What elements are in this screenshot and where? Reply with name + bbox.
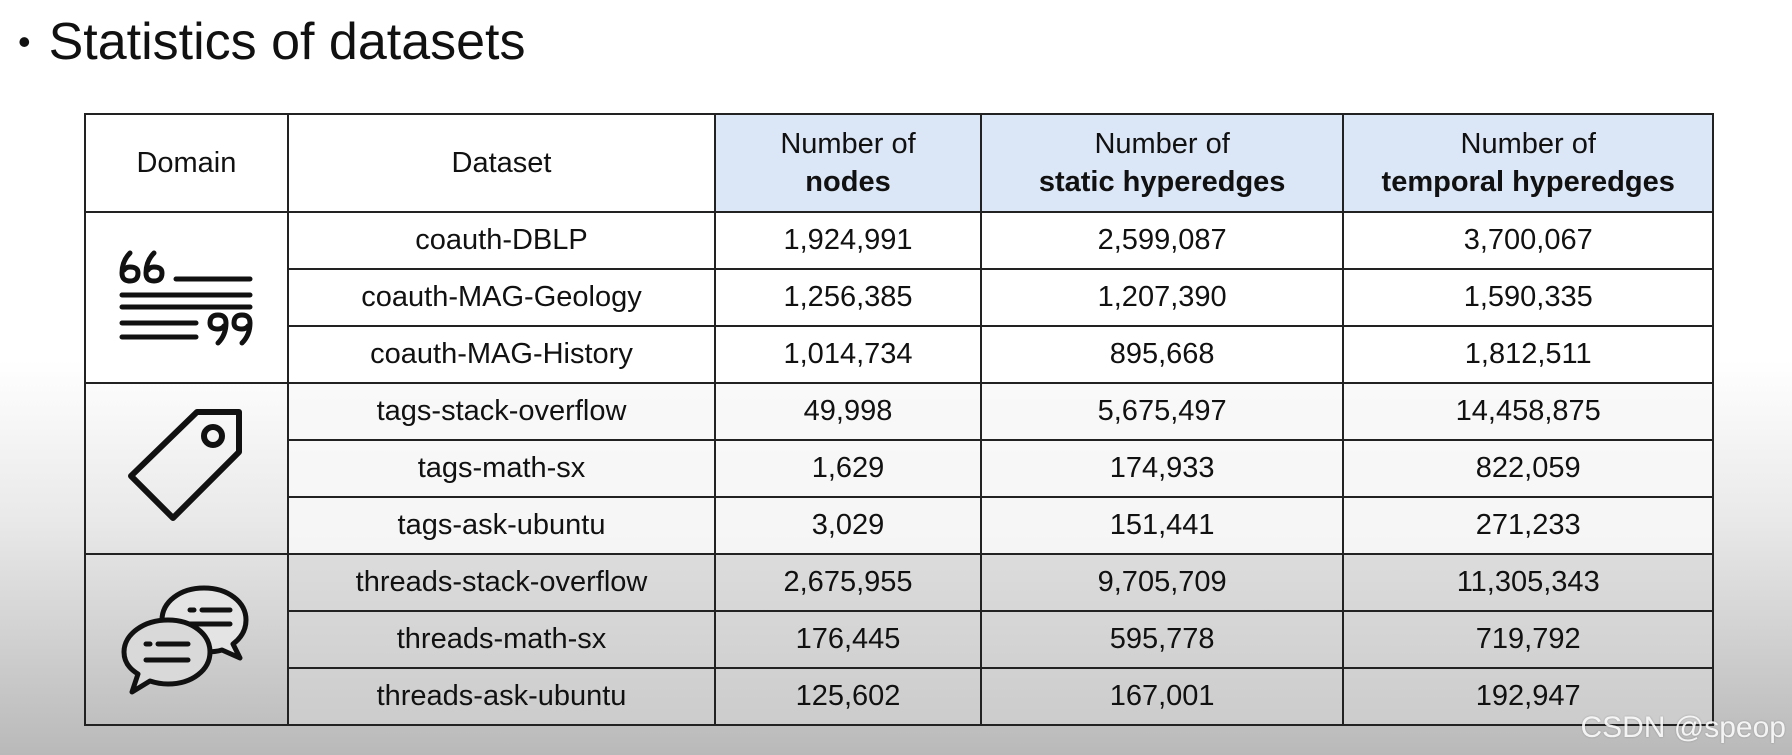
table-row bbox=[85, 554, 1713, 611]
header-static-line1: Number of bbox=[1094, 128, 1230, 160]
table-row bbox=[85, 269, 1713, 326]
nodes-value: 176,445 bbox=[715, 611, 981, 668]
table-row bbox=[85, 326, 1713, 383]
nodes-value: 1,256,385 bbox=[715, 269, 981, 326]
table-row bbox=[85, 611, 1713, 668]
slide-title bbox=[18, 10, 526, 74]
nodes-value: 1,629 bbox=[715, 440, 981, 497]
nodes-value: 2,675,955 bbox=[715, 554, 981, 611]
header-temporal bbox=[1343, 114, 1713, 212]
header-dataset: Dataset bbox=[288, 114, 715, 212]
static-value: 1,207,390 bbox=[981, 269, 1344, 326]
nodes-value: 49,998 bbox=[715, 383, 981, 440]
table-row bbox=[85, 440, 1713, 497]
tag-icon bbox=[121, 404, 251, 534]
dataset-name: tags-ask-ubuntu bbox=[288, 497, 715, 554]
header-nodes bbox=[715, 114, 981, 212]
static-value: 151,441 bbox=[981, 497, 1344, 554]
table-row bbox=[85, 212, 1713, 269]
nodes-value: 1,924,991 bbox=[715, 212, 981, 269]
temporal-value: 822,059 bbox=[1343, 440, 1713, 497]
slide-title-text: Statistics of datasets bbox=[48, 13, 526, 71]
static-value: 174,933 bbox=[981, 440, 1344, 497]
header-nodes-line1: Number of bbox=[780, 128, 916, 160]
nodes-value: 125,602 bbox=[715, 668, 981, 725]
static-value: 595,778 bbox=[981, 611, 1344, 668]
static-value: 9,705,709 bbox=[981, 554, 1344, 611]
quote-document-icon bbox=[116, 243, 256, 353]
watermark: CSDN @speop bbox=[1580, 711, 1786, 744]
nodes-value: 1,014,734 bbox=[715, 326, 981, 383]
temporal-value: 1,590,335 bbox=[1343, 269, 1713, 326]
temporal-value: 719,792 bbox=[1343, 611, 1713, 668]
dataset-statistics-table bbox=[84, 113, 1714, 726]
table-header-row bbox=[85, 114, 1713, 212]
dataset-name: threads-math-sx bbox=[288, 611, 715, 668]
temporal-value: 3,700,067 bbox=[1343, 212, 1713, 269]
table-row bbox=[85, 497, 1713, 554]
dataset-name: threads-ask-ubuntu bbox=[288, 668, 715, 725]
static-value: 895,668 bbox=[981, 326, 1344, 383]
static-value: 167,001 bbox=[981, 668, 1344, 725]
table-row bbox=[85, 383, 1713, 440]
temporal-value: 192,947 bbox=[1343, 668, 1713, 725]
table-row bbox=[85, 668, 1713, 725]
dataset-name: coauth-MAG-History bbox=[288, 326, 715, 383]
temporal-value: 271,233 bbox=[1343, 497, 1713, 554]
dataset-name: threads-stack-overflow bbox=[288, 554, 715, 611]
bullet: • bbox=[18, 21, 31, 62]
header-static bbox=[981, 114, 1344, 212]
dataset-name: tags-stack-overflow bbox=[288, 383, 715, 440]
nodes-value: 3,029 bbox=[715, 497, 981, 554]
domain-cell-tags bbox=[85, 383, 288, 554]
header-temporal-line1: Number of bbox=[1460, 128, 1596, 160]
header-temporal-line2: temporal hyperedges bbox=[1381, 166, 1675, 198]
temporal-value: 11,305,343 bbox=[1343, 554, 1713, 611]
domain-cell-coauth bbox=[85, 212, 288, 383]
dataset-name: coauth-MAG-Geology bbox=[288, 269, 715, 326]
dataset-name: coauth-DBLP bbox=[288, 212, 715, 269]
static-value: 2,599,087 bbox=[981, 212, 1344, 269]
static-value: 5,675,497 bbox=[981, 383, 1344, 440]
temporal-value: 1,812,511 bbox=[1343, 326, 1713, 383]
header-static-line2: static hyperedges bbox=[1038, 166, 1286, 198]
header-domain: Domain bbox=[85, 114, 288, 212]
chat-bubbles-icon bbox=[116, 580, 256, 700]
header-nodes-line2: nodes bbox=[805, 166, 891, 198]
dataset-name: tags-math-sx bbox=[288, 440, 715, 497]
domain-cell-threads bbox=[85, 554, 288, 725]
temporal-value: 14,458,875 bbox=[1343, 383, 1713, 440]
